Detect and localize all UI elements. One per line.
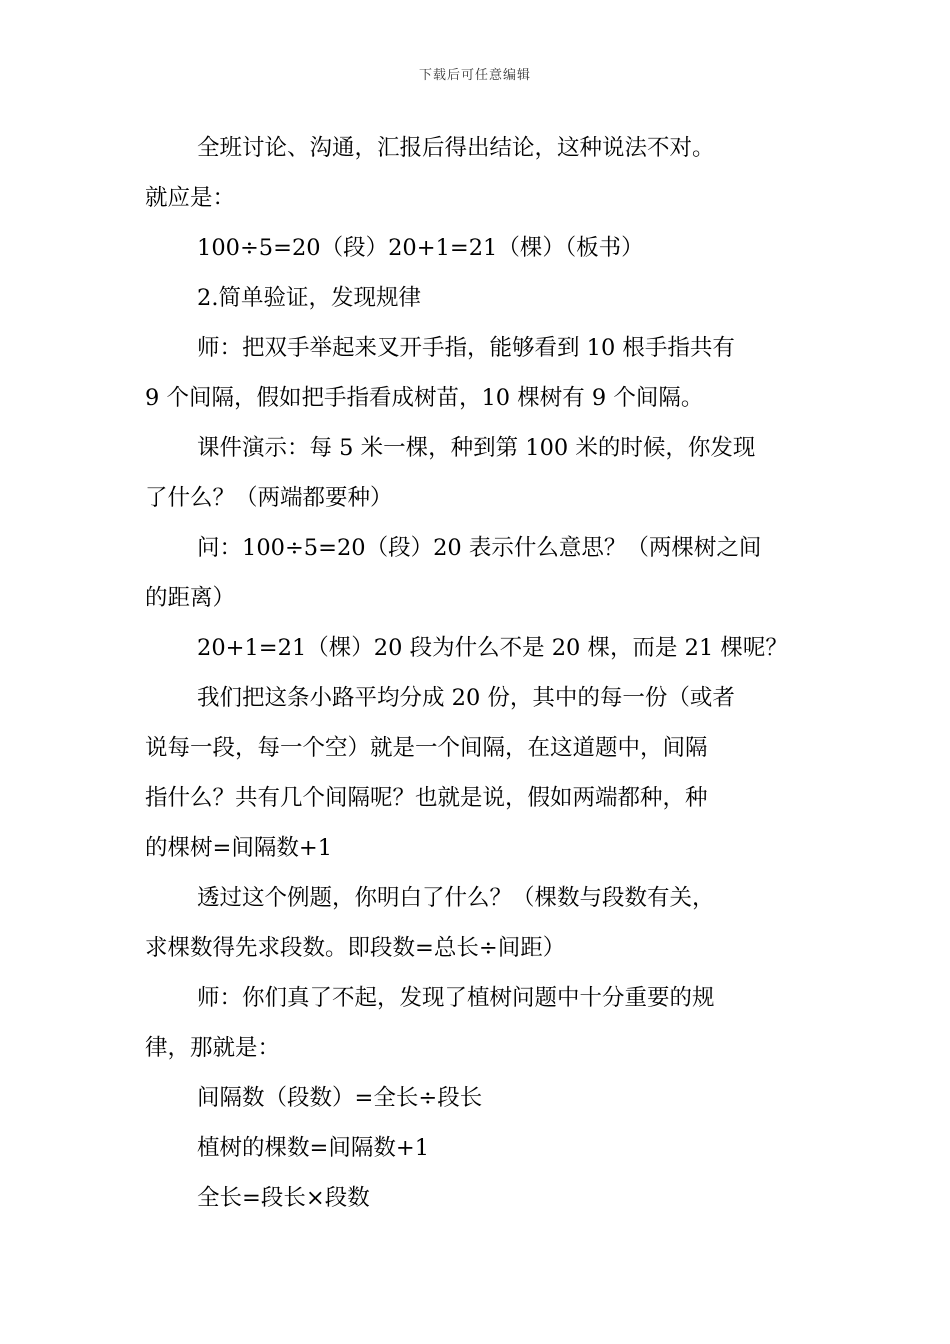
paragraph-line: 透过这个例题，你明白了什么？（棵数与段数有关， — [197, 885, 715, 911]
paragraph-line: 的棵树=间隔数+1 — [145, 835, 333, 861]
paragraph-line: 师：把双手举起来叉开手指，能够看到 10 根手指共有 — [197, 335, 735, 361]
page-header: 下载后可任意编辑 — [418, 68, 531, 83]
paragraph-line: 求棵数得先求段数。即段数=总长÷间距） — [145, 935, 566, 961]
formula-line: 植树的棵数=间隔数+1 — [197, 1135, 430, 1161]
paragraph-line: 指什么？共有几个间隔呢？也就是说，假如两端都种，种 — [145, 785, 708, 811]
paragraph-line: 说每一段，每一个空）就是一个间隔，在这道题中，间隔 — [145, 735, 708, 761]
paragraph-line: 问：100÷5=20（段）20 表示什么意思？（两棵树之间 — [197, 535, 762, 561]
paragraph-line: 了什么？（两端都要种） — [145, 485, 393, 511]
formula-line: 100÷5=20（段）20+1=21（棵）（板书） — [197, 235, 644, 261]
paragraph-line: 就应是： — [145, 185, 236, 211]
paragraph-line: 20+1=21（棵）20 段为什么不是 20 棵，而是 21 棵呢？ — [197, 635, 788, 661]
paragraph-line: 全班讨论、沟通，汇报后得出结论，这种说法不对。 — [197, 135, 715, 161]
paragraph-line: 9 个间隔，假如把手指看成树苗，10 棵树有 9 个间隔。 — [145, 385, 704, 411]
paragraph-line: 师：你们真了不起，发现了植树问题中十分重要的规 — [197, 985, 715, 1011]
paragraph-line: 律，那就是： — [145, 1035, 281, 1061]
formula-line: 间隔数（段数）=全长÷段长 — [197, 1085, 483, 1111]
formula-line: 全长=段长×段数 — [197, 1185, 370, 1211]
section-heading: 2.简单验证，发现规律 — [197, 285, 421, 311]
paragraph-line: 课件演示：每 5 米一棵，种到第 100 米的时候，你发现 — [197, 435, 756, 461]
paragraph-line: 我们把这条小路平均分成 20 份，其中的每一份（或者 — [197, 685, 735, 711]
paragraph-line: 的距离） — [145, 585, 236, 611]
